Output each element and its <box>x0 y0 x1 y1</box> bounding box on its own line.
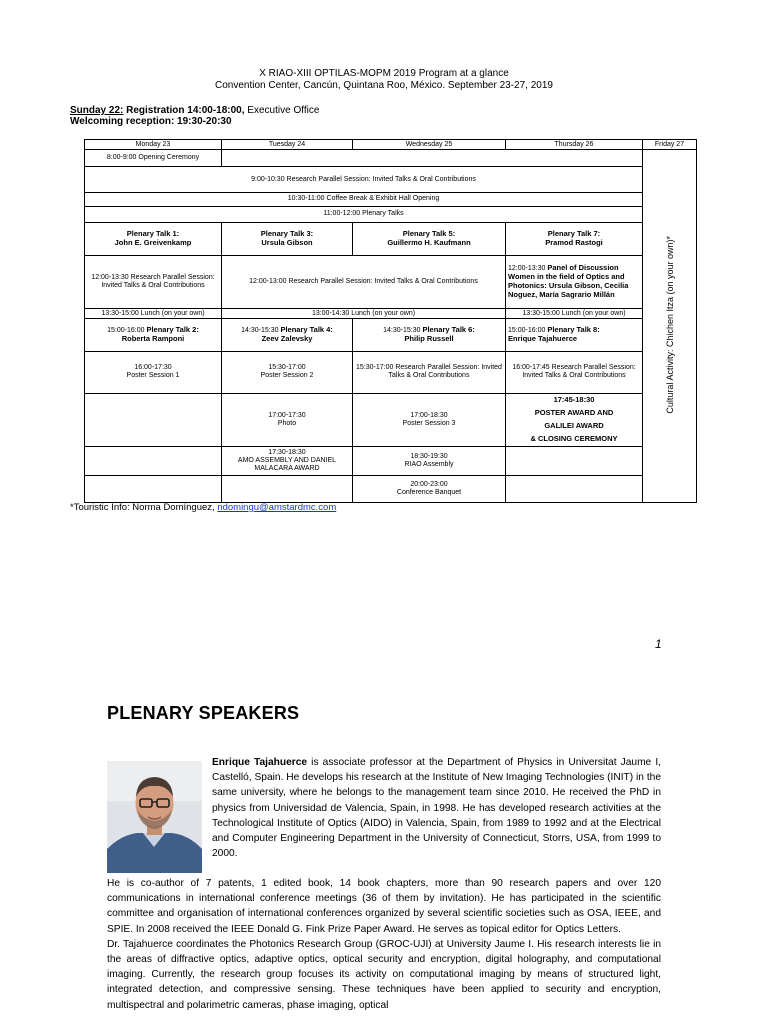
sunday-info <box>70 105 319 127</box>
friday-cultural-activity: Cultural Activity: Chichen Itza (on your own)* <box>643 150 697 503</box>
parallel-session-wednesday: 15:30-17:00 Research Parallel Session: Invited Talks & Oral Contributions <box>353 351 506 393</box>
empty-cell <box>85 447 222 475</box>
day-tuesday: Tuesday 24 <box>222 140 353 150</box>
panel-discussion: 12:00-13:30 Panel of Discussion Women in the field of Optics and Photonics: Ursula Gibson, Cecilia Noguez, María Sagrario Millán <box>506 255 643 308</box>
plenary-talk-5: Plenary Talk 5: Guillermo H. Kaufmann <box>353 222 506 255</box>
parallel-session-monday: 12:00-13:30 Research Parallel Session: Invited Talks & Oral Contributions <box>85 255 222 308</box>
plenary-talk-4: 14:30-15:30 Plenary Talk 4: Zeev Zalevsky <box>222 319 353 351</box>
empty-cell <box>506 447 643 475</box>
lunch-thursday: 13:30-15:00 Lunch (on your own) <box>506 309 643 319</box>
empty-cell <box>85 394 222 447</box>
program-venue: Convention Center, Cancún, Quintana Roo, México. September 23-27, 2019 <box>215 80 553 91</box>
plenary-talk-3: Plenary Talk 3: Ursula Gibson <box>222 222 353 255</box>
speaker-name: Enrique Tajahuerce <box>212 757 308 768</box>
plenary-talks-time: 11:00-12:00 Plenary Talks <box>85 206 643 222</box>
section-title: PLENARY SPEAKERS <box>107 703 300 723</box>
speaker-photo <box>107 761 202 873</box>
empty-cell <box>506 475 643 502</box>
registration-place: Executive Office <box>244 105 320 116</box>
parallel-session-thursday: 16:00-17:45 Research Parallel Session: Invited Talks & Oral Contributions <box>506 351 643 393</box>
opening-ceremony: 8:00-9:00 Opening Ceremony <box>85 150 222 167</box>
amo-assembly: 17:30-18:30 AMO ASSEMBLY AND DANIEL MALACARA AWARD <box>222 447 353 475</box>
schedule-table <box>84 139 697 503</box>
coffee-break: 10:30-11:00 Coffee Break & Exhibit Hall Opening <box>85 193 643 206</box>
poster-session-2: 15:30-17:00 Poster Session 2 <box>222 351 353 393</box>
poster-session-1: 16:00-17:30 Poster Session 1 <box>85 351 222 393</box>
plenary-talk-6: 14:30-15:30 Plenary Talk 6: Philip Russell <box>353 319 506 351</box>
lunch-monday: 13:30-15:00 Lunch (on your own) <box>85 309 222 319</box>
empty-cell <box>222 150 643 167</box>
touristic-info: *Touristic Info: Norma Domínguez, ndomingu@amstardmc.com <box>70 502 337 513</box>
bio-paragraph: Dr. Tajahuerce coordinates the Photonics Research Group (GROC-UJI) at University Jaume I. His research interests lie in the areas of diffractive optics, adaptive optics, optical security and encryption, digital holography, and computational imaging. Currently, the research group focuses its activity on computational imaging by means of structured light, integrated detection, and compressive sensing. These techniques have been applied to security and encryption, multispectral and polarimetric cameras, phase imaging, optical <box>107 938 661 1011</box>
poster-session-3: 17:00-18:30 Poster Session 3 <box>353 394 506 447</box>
plenary-talk-8: 15:00-16:00 Plenary Talk 8: Enrique Tajahuerce <box>506 319 643 351</box>
day-header-row <box>85 140 697 150</box>
speaker-bio-body <box>107 876 661 1013</box>
photo-session: 17:00-17:30 Photo <box>222 394 353 447</box>
welcoming-reception: Welcoming reception: 19:30-20:30 <box>70 116 232 127</box>
bio-paragraph: He is co-author of 7 patents, 1 edited book, 14 book chapters, more than 90 research papers and over 120 communications in international conference meetings (36 of them by invitation). He has participated in the scientific committee and organisation of international conferences organized by several scientific societies such as OSA, IEEE, and SPIE. In 2008 received the IEEE Donald G. Fink Prize Paper Award. He serves as topical editor for Optics Letters. <box>107 878 661 935</box>
day-thursday: Thursday 26 <box>506 140 643 150</box>
sunday-label: Sunday 22: <box>70 105 124 116</box>
parallel-session-tue-wed: 12:00-13:00 Research Parallel Session: Invited Talks & Oral Contributions <box>222 255 506 308</box>
plenary-talk-2: 15:00-16:00 Plenary Talk 2: Roberta Ramponi <box>85 319 222 351</box>
empty-cell <box>222 475 353 502</box>
speaker-bio-intro: Enrique Tajahuerce is associate professor at the Department of Physics in Universitat Jaume I, Castelló, Spain. He develops his research at the Institute of New Imaging Technologies (INIT) in the same university, where he belongs to the management team since 2010. He received the PhD in physics from Universidad de Valencia, Spain, in 1998. He has developed research activities at the Technological Institute of Optics (AIDO) in Valencia, Spain, from 1989 to 1992 and at the Electrical and Computer Engineering Department in the University of Connecticut, Storrs, USA, from 1999 to 2000. <box>212 757 661 860</box>
program-title: X RIAO-XIII OPTILAS-MOPM 2019 Program at a glance <box>259 68 509 79</box>
day-friday: Friday 27 <box>643 140 697 150</box>
closing-ceremony: 17:45-18:30 POSTER AWARD AND GALILEI AWARD & CLOSING CEREMONY <box>506 394 643 447</box>
lunch-tue-wed: 13:00-14:30 Lunch (on your own) <box>222 309 506 319</box>
touristic-email-link[interactable]: ndomingu@amstardmc.com <box>217 502 337 513</box>
page-number: 1 <box>655 637 662 651</box>
conference-banquet: 20:00-23:00 Conference Banquet <box>353 475 506 502</box>
registration-time: Registration 14:00-18:00, <box>123 105 245 116</box>
day-monday: Monday 23 <box>85 140 222 150</box>
plenary-talk-7: Plenary Talk 7: Pramod Rastogi <box>506 222 643 255</box>
plenary-talk-1: Plenary Talk 1: John E. Greivenkamp <box>85 222 222 255</box>
day-wednesday: Wednesday 25 <box>353 140 506 150</box>
parallel-session-morning: 9:00-10:30 Research Parallel Session: Invited Talks & Oral Contributions <box>85 167 643 193</box>
riao-assembly: 18:30-19:30 RIAO Assembly <box>353 447 506 475</box>
empty-cell <box>85 475 222 502</box>
